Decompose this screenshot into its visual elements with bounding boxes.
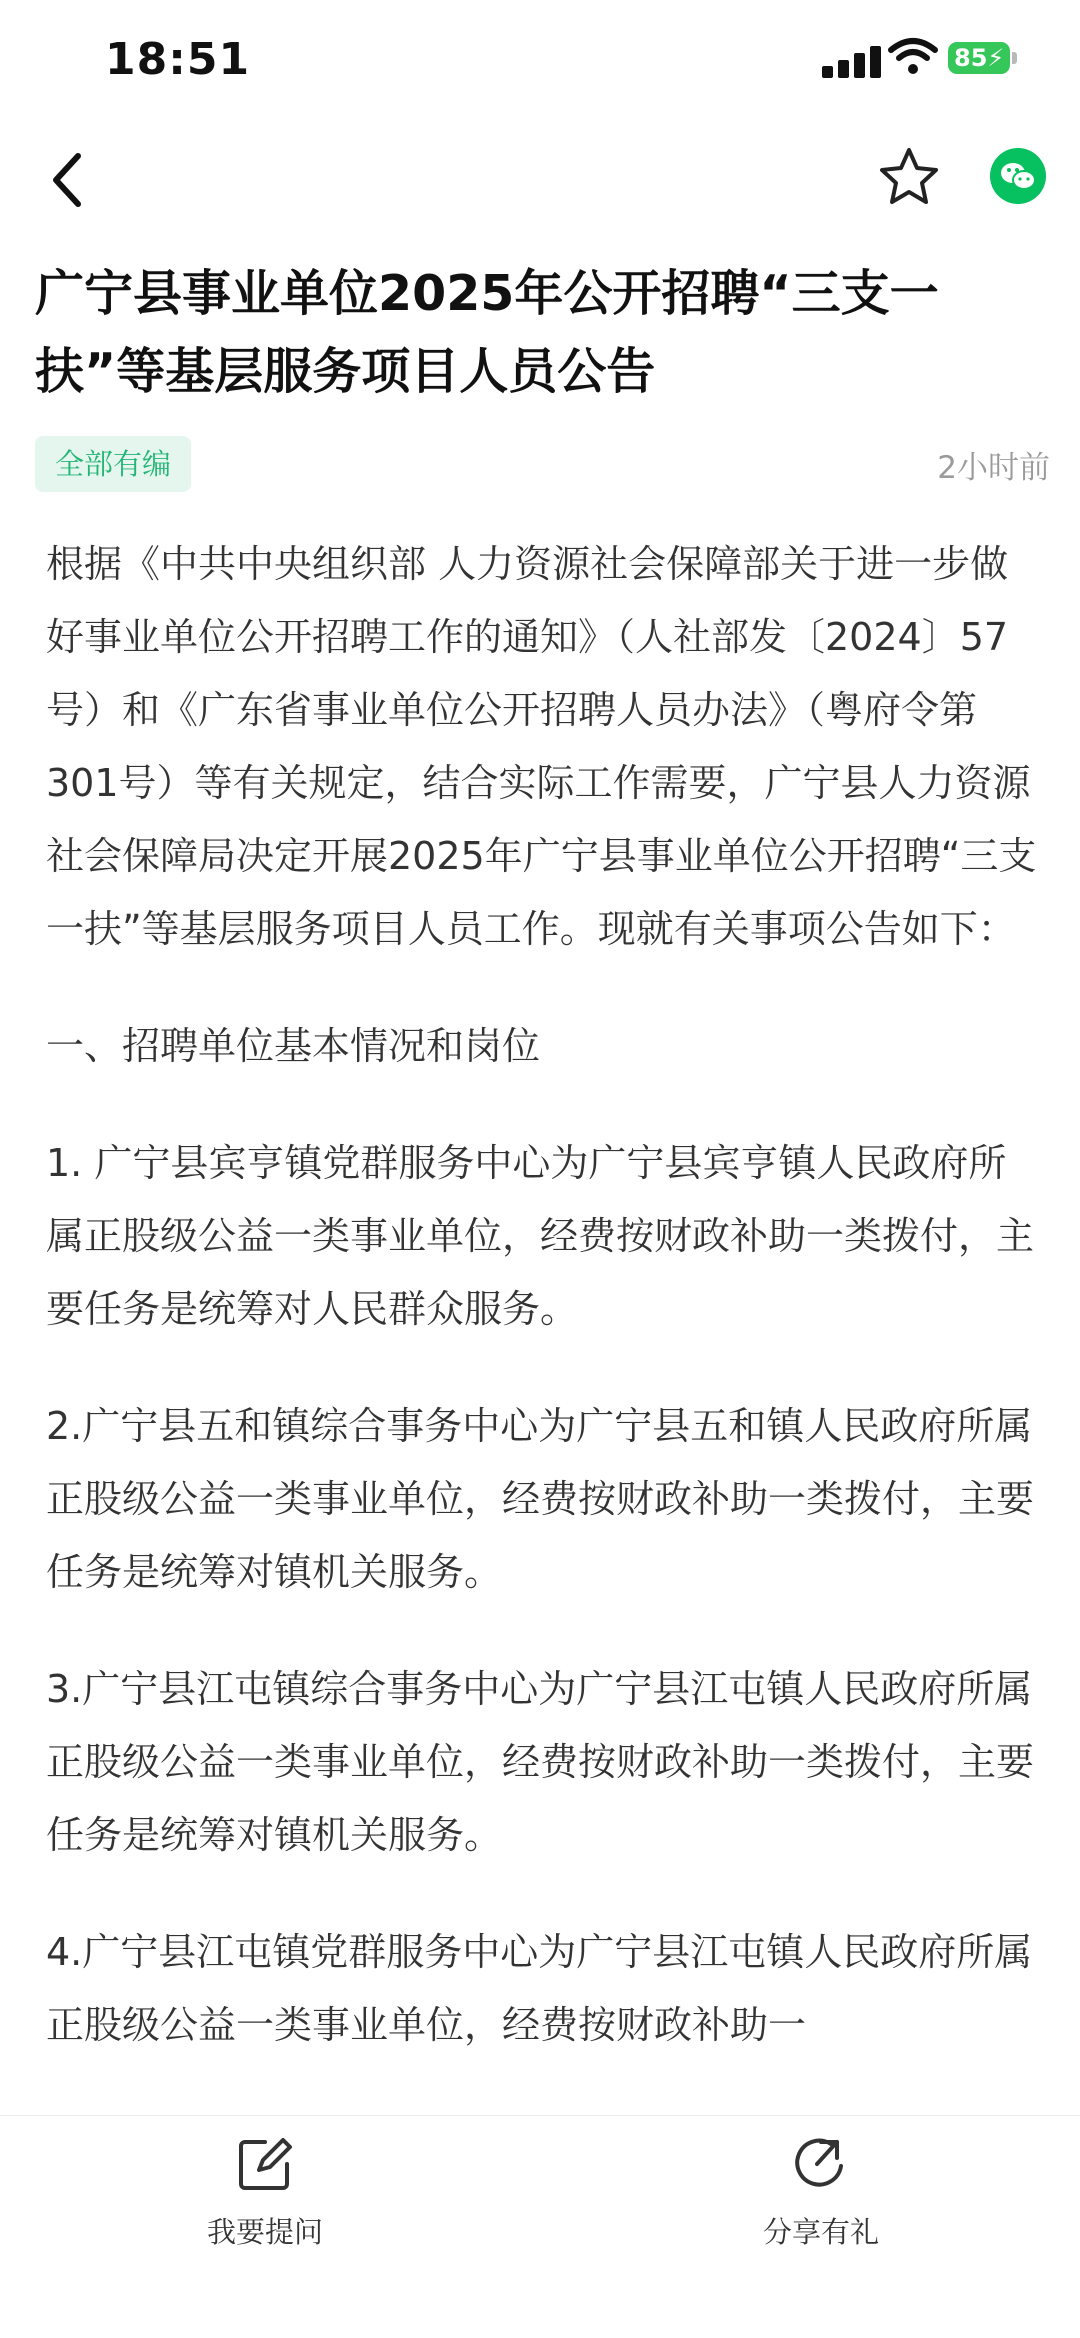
star-outline-icon: [882, 150, 936, 202]
share-arrow-icon: [791, 2134, 851, 2194]
charging-bolt-icon: ⚡: [987, 44, 1005, 72]
section-heading: 一、招聘单位基本情况和岗位: [46, 1024, 541, 1068]
favorite-button[interactable]: [876, 144, 942, 210]
share-reward-label: 分享有礼: [762, 2215, 879, 2249]
paragraph: 4.广宁县江屯镇党群服务中心为广宁县江屯镇人民政府所属正股级公益一类事业单位，经费按财政补助一: [46, 1930, 1033, 2047]
paragraph: 1. 广宁县宾亨镇党群服务中心为广宁县宾亨镇人民政府所属正股级公益一类事业单位，经费按财政补助一类拨付，主要任务是统筹对人民群众服务。: [46, 1141, 1035, 1331]
chevron-left-icon: [56, 156, 78, 204]
battery-tip: [1012, 52, 1017, 64]
bottom-action-bar: [0, 2115, 1080, 2338]
nav-bar: [0, 130, 1080, 230]
status-bar: [0, 0, 1080, 120]
wechat-share-button[interactable]: [990, 148, 1046, 204]
cellular-signal-icon: [822, 44, 884, 78]
status-time: 18:51: [105, 34, 251, 85]
article-body: [46, 528, 1041, 2106]
back-button[interactable]: [40, 140, 100, 220]
wifi-icon: [888, 36, 938, 76]
category-tag[interactable]: 全部有编: [35, 436, 191, 492]
paragraph: 2.广宁县五和镇综合事务中心为广宁县五和镇人民政府所属正股级公益一类事业单位，经费按财政补助一类拨付，主要任务是统筹对镇机关服务。: [46, 1404, 1035, 1594]
battery-level: 85: [954, 44, 988, 72]
ask-question-label: 我要提问: [206, 2215, 323, 2249]
edit-square-icon: [235, 2134, 295, 2194]
wechat-icon: [1001, 163, 1035, 189]
article-title: 广宁县事业单位2025年公开招聘“三支一扶”等基层服务项目人员公告: [35, 265, 939, 400]
paragraph: 3.广宁县江屯镇综合事务中心为广宁县江屯镇人民政府所属正股级公益一类事业单位，经费按财政补助一类拨付，主要任务是统筹对镇机关服务。: [46, 1667, 1035, 1857]
battery-indicator: [948, 42, 1010, 74]
ask-question-button[interactable]: [165, 2134, 365, 2251]
paragraph: 根据《中共中央组织部 人力资源社会保障部关于进一步做好事业单位公开招聘工作的通知》（人社部发〔2024〕57号）和《广东省事业单位公开招聘人员办法》（粤府令第301号）等有关规定，结合实际工作需要，广宁县人力资源社会保障局决定开展2025年广宁县事业单位公开招聘“三支一扶”等基层服务项目人员工作。现就有关事项公告如下：: [46, 542, 1037, 951]
publish-time: 2小时前: [937, 450, 1050, 486]
share-reward-button[interactable]: [721, 2134, 921, 2251]
